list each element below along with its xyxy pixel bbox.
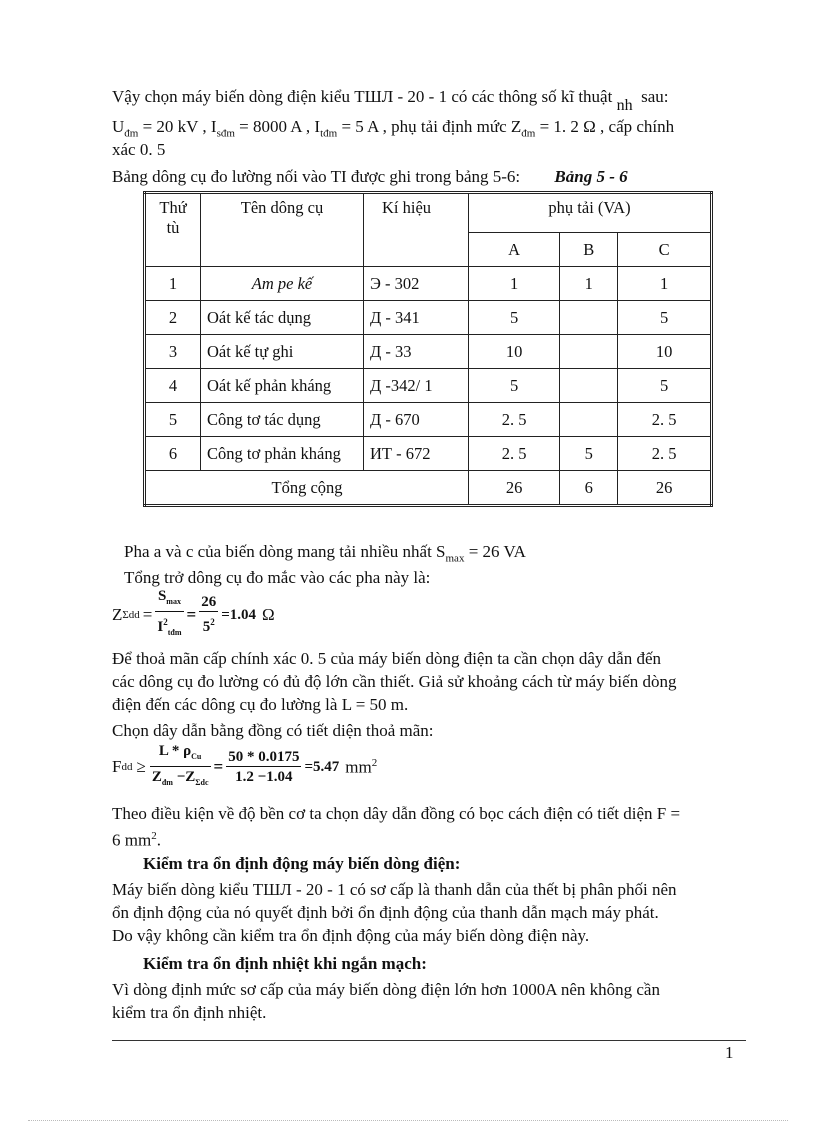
dyn-line-3: Do vậy không cần kiểm tra ổn định động của máy biến dòng điện này. [112,926,590,945]
phase-line [124,541,526,569]
zdm-value: = 1. 2 Ω , cấp chính [535,117,675,136]
u-sub: đm [124,127,139,140]
cell-c: 1 [618,267,712,301]
intro-line-3: xác 0. 5 [112,140,166,159]
thermal-line-2: kiểm tra ổn định nhiệt. [112,1003,267,1022]
header-c: C [618,233,712,267]
thermal-line-1: Vì dòng định mức sơ cấp của máy biến dòng điện lớn hơn 1000A nên không cần [112,980,660,999]
cell-name: Oát kế phản kháng [201,369,364,403]
cell-a: 2. 5 [469,437,560,471]
isdm-sub: sđm [216,127,235,140]
itdm-value: = 5 A , phụ tải định mức Z [337,117,522,136]
f-frac1-den-a-sub: đm [161,777,173,787]
intro-text: Vậy chọn máy biến dòng điện kiểu ТШЛ - 20 - 1 có các thông số kĩ thuật [112,87,613,106]
table-total-row [145,471,712,506]
page-edge-dots [28,1120,788,1121]
page-number: 1 [725,1043,734,1062]
cell-name: Oát kế tác dụng [201,301,364,335]
table-row [145,437,712,471]
z-label: Z [112,605,123,624]
accuracy-line-1: Để thoả mãn cấp chính xác 0. 5 của máy biến dòng điện ta cần chọn dây dẫn đến [112,649,661,668]
cell-name: Am pe kế [201,267,364,301]
cell-c: 10 [618,335,712,369]
z-unit: Ω [262,605,275,624]
heading-dynamic: Kiểm tra ổn định động máy biến dòng điện: [143,854,461,873]
table-row [145,369,712,403]
intro-text-end: sau: [641,87,669,106]
mech-text: 6 mm [112,830,152,850]
cell-stt: 3 [145,335,201,369]
cell-symbol: Э - 302 [364,267,469,301]
f-frac1-num-sub: Cu [191,751,202,761]
dyn-line-1: Máy biến dòng kiểu ТШЛ - 20 - 1 có sơ cấp là thanh dẫn của thết bị phân phối nên [112,880,677,899]
cell-name: Oát kế tự ghi [201,335,364,369]
f-frac1-num: L * ρ [158,742,192,759]
cell-stt: 4 [145,369,201,403]
header-name: Tên dông cụ [201,193,364,267]
cell-c: 5 [618,301,712,335]
wire-intro: Chọn dây dẫn bằng đồng có tiết diện thoả mãn: [112,721,434,740]
z-eq-2: = [186,605,197,624]
cell-c: 5 [618,369,712,403]
cell-b [560,403,618,437]
cell-symbol: Д - 33 [364,335,469,369]
z-sub: Σdd [122,609,140,621]
cell-a: 1 [469,267,560,301]
dyn-line-2: ổn định động của nó quyết định bởi ổn định động của thanh dẫn mạch máy phát. [112,903,659,922]
mech-line-2 [112,826,161,851]
z-frac2-den-sup: 2 [210,617,215,627]
cell-stt: 1 [145,267,201,301]
table-caption: Bảng 5 - 6 [554,167,628,186]
header-load: phụ tải (VA) [469,193,712,233]
impedance-formula [112,590,275,640]
footer-rule [112,1040,746,1041]
z-fraction-2 [199,593,218,637]
itdm-sub: tđm [320,127,338,140]
cell-stt: 2 [145,301,201,335]
f-unit-sup: 2 [371,756,378,769]
z-frac1-num: S [157,588,167,604]
table-intro [112,166,628,187]
z-fraction-1 [155,587,183,643]
zdm-sub: đm [521,127,536,140]
f-label: F [112,757,122,776]
intro-sub: nh [616,97,633,115]
mech-line-1: Theo điều kiện về độ bền cơ ta chọn dây dẫn đồng có bọc cách điện có tiết diện F = [112,804,681,823]
isdm-value: = 8000 A , I [234,117,321,136]
instrument-table [143,191,713,507]
total-label: Tổng cộng [145,471,469,506]
cell-symbol: Д -342/ 1 [364,369,469,403]
f-unit-text: mm [345,757,372,777]
f-eq: = [213,757,224,776]
accuracy-line-3: điện đến các dông cụ đo lường là L = 50 m. [112,695,409,714]
cell-a: 5 [469,369,560,403]
heading-thermal: Kiểm tra ổn định nhiệt khi ngắn mạch: [143,954,427,973]
header-a: A [469,233,560,267]
cell-symbol: Д - 341 [364,301,469,335]
total-a: 26 [469,471,560,506]
f-frac1-den-a: Z [151,768,162,785]
table-row [145,301,712,335]
header-b: B [560,233,618,267]
table-row [145,335,712,369]
f-frac1-den-b: −Z [172,768,196,785]
phase-value: = 26 VA [464,542,526,561]
intro-line-2 [112,116,674,144]
cell-name: Công tơ tác dụng [201,403,364,437]
intro-line-1 [112,86,669,115]
z-frac2-num: 26 [201,594,217,610]
f-sub: dd [121,761,133,773]
cell-symbol: ИТ - 672 [364,437,469,471]
header-symbol: Kí hiệu [364,193,469,267]
f-fraction-1 [150,742,211,793]
f-frac2-num: 50 * 0.0175 [228,748,300,765]
u-label: U [112,117,125,136]
z-frac1-num-sub: max [166,597,181,606]
accuracy-line-2: các dông cụ đo lường có đủ độ lớn cần thiết. Giả sử khoảng cách từ máy biến dòng [112,672,677,691]
f-unit [345,757,377,778]
cell-b [560,335,618,369]
cell-a: 5 [469,301,560,335]
cell-a: 10 [469,335,560,369]
cell-name: Công tơ phản kháng [201,437,364,471]
f-result: =5.47 [304,758,340,775]
cell-b: 1 [560,267,618,301]
z-eq: = [142,605,153,624]
f-fraction-2 [226,748,301,787]
z-frac1-den: I [157,619,164,635]
wire-formula [112,742,377,792]
cell-b [560,369,618,403]
cell-b [560,301,618,335]
z-result: =1.04 [221,606,257,623]
cell-c: 2. 5 [618,437,712,471]
total-b: 6 [560,471,618,506]
impedance-intro: Tổng trở dông cụ đo mắc vào các pha này là: [124,568,431,587]
table-row [145,267,712,301]
phase-sub: max [445,552,465,565]
table-intro-text: Bảng dông cụ đo lường nối vào TI được ghi trong bảng 5-6: [112,167,521,186]
z-frac2-den: 5 [202,619,211,635]
cell-c: 2. 5 [618,403,712,437]
cell-stt: 5 [145,403,201,437]
cell-symbol: Д - 670 [364,403,469,437]
z-frac1-den-sub: tđm [167,628,182,637]
f-frac1-den-b-sub: Σdc [195,777,209,787]
f-geq: ≥ [136,757,146,776]
phase-text: Pha a và c của biến dòng mang tải nhiều nhất S [124,542,446,561]
total-c: 26 [618,471,712,506]
f-frac2-den: 1.2 −1.04 [235,768,293,785]
mech-sup: 2 [151,830,157,842]
cell-a: 2. 5 [469,403,560,437]
z-frac1-den-sup: 2 [163,617,168,627]
cell-stt: 6 [145,437,201,471]
cell-b: 5 [560,437,618,471]
mech-end: . [156,830,161,850]
table-row [145,403,712,437]
u-value: = 20 kV , I [138,117,217,136]
header-stt: Thứ tù [145,193,201,267]
